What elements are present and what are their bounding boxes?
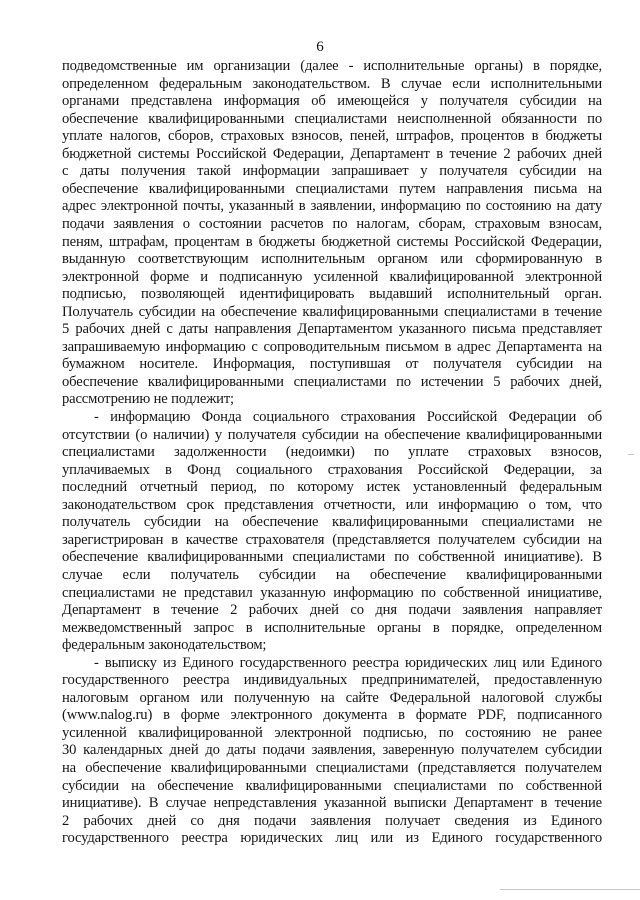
text-line: подписью, позволяющей идентифицировать выдавший исполнительный орган. [62, 286, 602, 303]
text-line: электронной форме и подписанную усиленной квалифицированной электронной [62, 268, 602, 285]
text-line: 5 рабочих дней с даты направления Департаментом указанного письма представляет [62, 321, 602, 338]
text-line: определенном федеральным законодательством. В случае если исполнительными [62, 75, 602, 92]
text-line: адрес электронной почты, указанный в заявлении, информацию по состоянию на дату [62, 198, 602, 215]
text-line: уплате налогов, сборов, страховых взносов, пеней, штрафов, процентов в бюджеты [62, 128, 602, 145]
text-line: подачи заявления о состоянии расчетов по налогам, сборам, страховым взносам, [62, 215, 602, 232]
text-line: получатель субсидии на обеспечение квалифицированными специалистами не [62, 514, 602, 531]
text-line: специалистами не представил указанную информацию по собственной инициативе, [62, 584, 602, 601]
text-line: уплачиваемых в Фонд социального страхования Российской Федерации, за [62, 461, 602, 478]
text-line: усиленной квалифицированной электронной подписью, по состоянию не ранее [62, 724, 602, 741]
text-line: рассмотрению не подлежит; [62, 391, 234, 408]
text-line: подведомственные им организации (далее - исполнительные органы) в порядке, [62, 58, 602, 74]
text-line: отсутствии (о наличии) у получателя субсидии на обеспечение квалифицированными [62, 426, 602, 443]
text-line: случае если получатель субсидии на обеспечение квалифицированными [62, 566, 602, 583]
text-line: межведомственный запрос в исполнительные органы в порядке, определенном [62, 619, 602, 636]
text-line: пеням, штрафам, процентам в бюджеты бюджетной системы Российской Федерации, [62, 233, 602, 250]
text-line: обеспечение квалифицированными специалистами по собственной инициативе). В [62, 549, 602, 566]
text-line: бюджетной системы Российской Федерации, Департамент в течение 2 рабочих дней [62, 145, 602, 162]
text-line: Департамент в течение 2 рабочих дней со дня подачи заявления направляет [62, 602, 602, 619]
text-line: 2 рабочих дней со дня подачи заявления получает сведения из Единого [62, 812, 602, 829]
text-line: специалистами задолженности (недоимки) по уплате страховых взносов, [62, 444, 602, 461]
text-line: законодательством срок представления отчетности, или информацию о том, что [62, 496, 602, 513]
text-line: с даты получения такой информации запрашивает у получателя субсидии на [62, 163, 602, 180]
text-line: инициативе). В случае непредставления указанной выписки Департамент в течение [62, 795, 602, 812]
text-line: субсидии на обеспечение квалифицированными специалистами по собственной [62, 777, 602, 794]
page-number: 6 [316, 39, 324, 55]
text-line: органами представлена информация об имеющейся у получателя субсидии на [62, 93, 602, 110]
scan-edge-line [628, 454, 634, 455]
text-line: - информацию Фонда социального страхования Российской Федерации об [94, 409, 602, 425]
text-line: зарегистрирован в качестве страхователя (представляется получателем субсидии на [62, 531, 602, 548]
text-line: выданную соответствующим исполнительным органом или сформированную в [62, 251, 602, 268]
text-line: Получатель субсидии на обеспечение квалифицированными специалистами в течение [62, 303, 602, 320]
text-line: обеспечение квалифицированными специалистами неисполненной обязанности по [62, 110, 602, 127]
text-line: обеспечение квалифицированными специалистами по истечении 5 рабочих дней, [62, 373, 602, 390]
text-line: последний отчетный период, по которому истек установленный федеральным [62, 479, 602, 496]
text-line: налоговым органом или полученную на сайте Федеральной налоговой службы [62, 689, 602, 706]
text-line: государственного реестра юридических лиц или из Единого государственного [62, 830, 602, 847]
text-line: (www.nalog.ru) в форме электронного документа в формате PDF, подписанного [62, 707, 602, 724]
text-line: обеспечение квалифицированными специалистами путем направления письма на [62, 180, 602, 197]
text-line: государственного реестра индивидуальных предпринимателей, предоставленную [62, 672, 602, 689]
scan-edge-line [500, 889, 640, 890]
text-line: - выписку из Единого государственного реестра юридических лиц или Единого [94, 654, 602, 671]
text-line: на обеспечение квалифицированными специалистами (представляется получателем [62, 760, 602, 776]
text-line: 30 календарных дней до даты подачи заявления, заверенную получателем субсидии [62, 742, 602, 759]
text-line: бумажном носителе. Информация, поступившая от получателя субсидии на [62, 356, 602, 373]
text-line: федеральным законодательством; [62, 637, 267, 654]
text-line: запрашиваемую информацию с сопроводительным письмом в адрес Департамента на [62, 338, 602, 355]
